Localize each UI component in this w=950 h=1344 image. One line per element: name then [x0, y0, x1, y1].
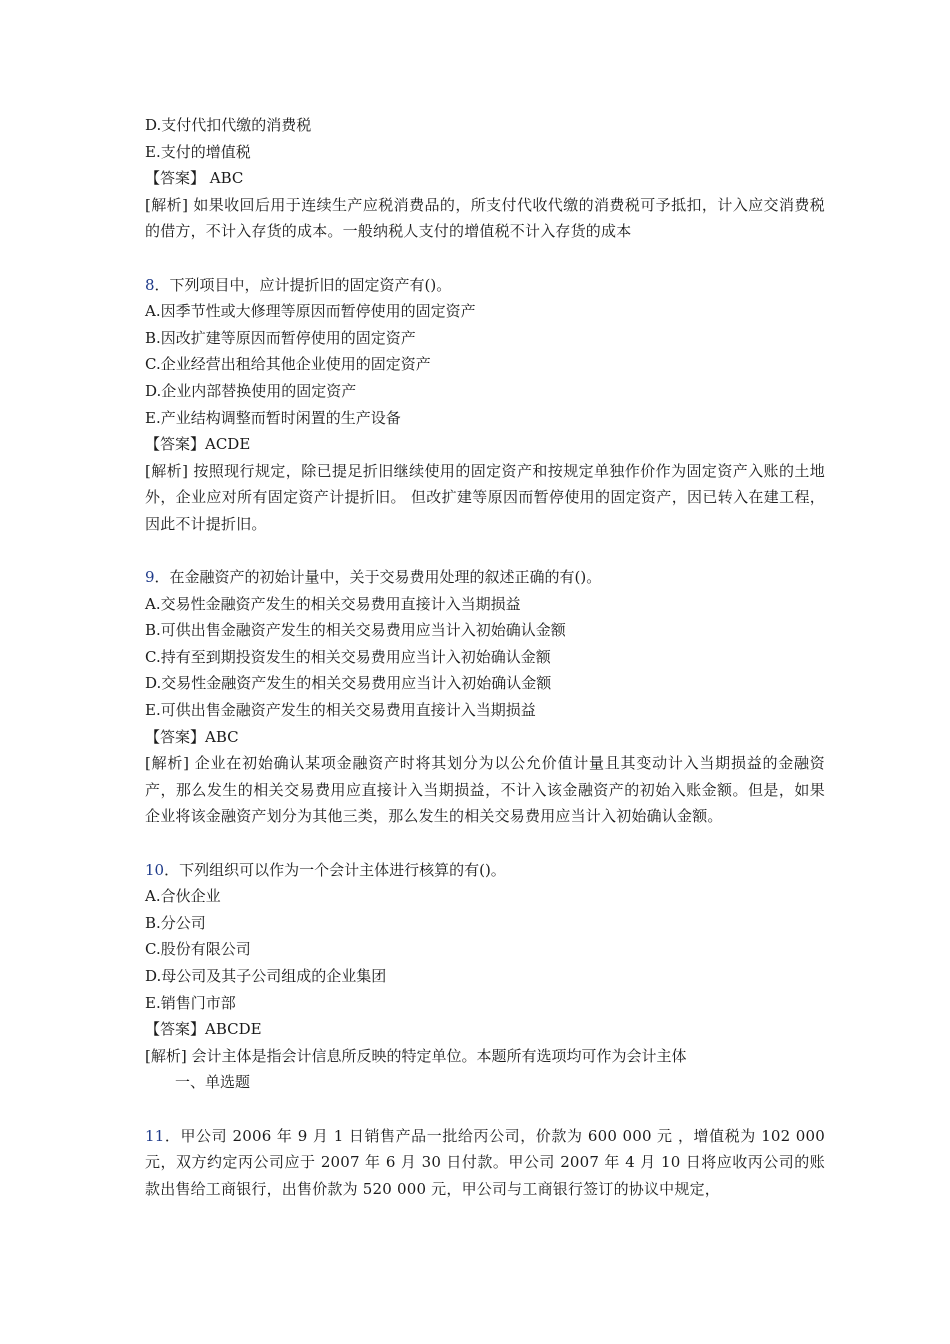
option-b: B.可供出售金融资产发生的相关交易费用应当计入初始确认金额 [145, 621, 566, 640]
option-e: E.销售门市部 [145, 993, 236, 1012]
question-stem [145, 564, 825, 591]
option-d: D.企业内部替换使用的固定资产 [145, 381, 357, 400]
option-a: A.合伙企业 [145, 887, 221, 906]
section-heading: 一、单选题 [175, 1073, 251, 1092]
spacer [145, 1096, 825, 1123]
option-d: D.交易性金融资产发生的相关交易费用应当计入初始确认金额 [145, 674, 552, 693]
question-10 [145, 857, 825, 1070]
option-e: E.可供出售金融资产发生的相关交易费用直接计入当期损益 [145, 701, 536, 720]
question-7-tail [145, 112, 825, 245]
question-number: 8 [145, 275, 155, 294]
answer: 【答案】ABCDE [145, 1020, 262, 1039]
question-8 [145, 272, 825, 538]
question-stem [145, 272, 825, 299]
analysis: [解析] 按照现行规定，除已提足折旧继续使用的固定资产和按规定单独作价作为固定资产入账的土地外，企业应对所有固定资产计提折旧。 但改扩建等原因而暂停使用的固定资产，因已转入在建工程，因此不计提折旧。 [145, 461, 825, 533]
option-a: A.因季节性或大修理等原因而暂停使用的固定资产 [145, 302, 476, 321]
question-text: ．甲公司 2006 年 9 月 1 日销售产品一批给丙公司，价款为 600 000 元 ，增值税为 102 000元，双方约定丙公司应于 2007 年 6 月 30 日付款。甲公司 2007 年 4 月 10 日将应收丙公司的账款出售给工商银行，出售价款为 520 000 元，甲公司与工商银行签订的协议中规定， [145, 1126, 825, 1198]
option-c: C.股份有限公司 [145, 940, 251, 959]
answer: 【答案】 ABC [145, 169, 244, 188]
option-b: B.分公司 [145, 913, 206, 932]
question-stem [145, 857, 825, 884]
option-c: C.企业经营出租给其他企业使用的固定资产 [145, 355, 431, 374]
option-e: E.产业结构调整而暂时闲置的生产设备 [145, 408, 401, 427]
question-9 [145, 564, 825, 830]
spacer [145, 538, 825, 565]
option-a: A.交易性金融资产发生的相关交易费用直接计入当期损益 [145, 594, 521, 613]
option-b: B.因改扩建等原因而暂停使用的固定资产 [145, 328, 416, 347]
question-number: 10 [145, 860, 165, 879]
question-text: ．下列项目中，应计提折旧的固定资产有()。 [154, 275, 452, 294]
answer: 【答案】ABC [145, 727, 239, 746]
option-c: C.持有至到期投资发生的相关交易费用应当计入初始确认金额 [145, 647, 551, 666]
spacer [145, 830, 825, 857]
analysis: [解析] 企业在初始确认某项金融资产时将其划分为以公允价值计量且其变动计入当期损益的金融资产，那么发生的相关交易费用应直接计入当期损益，不计入该金融资产的初始入账金额。但是，如果企业将该金融资产划分为其他三类，那么发生的相关交易费用应当计入初始确认金额。 [145, 754, 825, 826]
question-stem [145, 1123, 825, 1203]
answer: 【答案】ACDE [145, 435, 251, 454]
question-number: 11 [145, 1126, 165, 1145]
question-text: ．在金融资产的初始计量中，关于交易费用处理的叙述正确的有()。 [154, 568, 602, 587]
spacer [145, 245, 825, 272]
option-d: D.支付代扣代缴的消费税 [145, 116, 312, 134]
question-text: ．下列组织可以作为一个会计主体进行核算的有()。 [164, 860, 506, 879]
question-number: 9 [145, 568, 155, 587]
analysis: [解析] 会计主体是指会计信息所反映的特定单位。本题所有选项均可作为会计主体 [145, 1046, 687, 1065]
document-page [145, 112, 825, 1202]
analysis: [解析] 如果收回后用于连续生产应税消费品的，所支付代收代缴的消费税可予抵扣，计入应交消费税的借方，不计入存货的成本。一般纳税人支付的增值税不计入存货的成本 [145, 195, 825, 241]
option-d: D.母公司及其子公司组成的企业集团 [145, 967, 387, 985]
question-11 [145, 1123, 825, 1203]
option-e: E.支付的增值税 [145, 142, 251, 161]
